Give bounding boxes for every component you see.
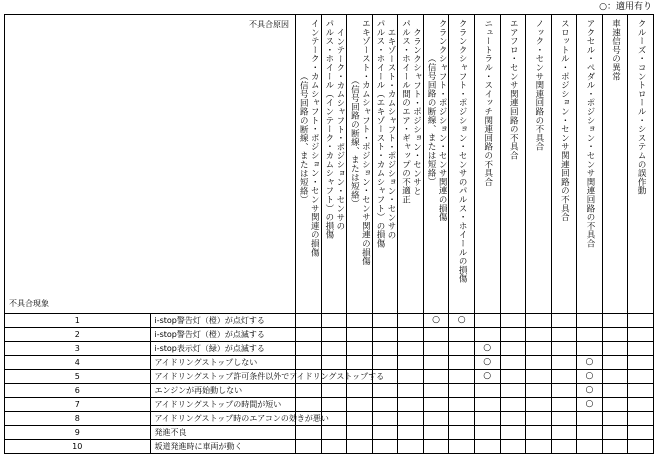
matrix-cell	[474, 314, 500, 328]
matrix-cell	[577, 412, 603, 426]
matrix-cell	[628, 370, 654, 384]
symptom-rows	[5, 314, 654, 454]
matrix-cell	[449, 384, 475, 398]
matrix-cell	[321, 342, 347, 356]
matrix-cell	[526, 412, 552, 426]
corner-cell	[5, 15, 296, 314]
matrix-cell	[449, 426, 475, 440]
applicable-mark: ○	[449, 314, 475, 328]
symptom-row	[5, 342, 654, 356]
matrix-cell	[347, 384, 373, 398]
matrix-cell	[526, 370, 552, 384]
matrix-cell	[449, 356, 475, 370]
matrix-cell	[602, 426, 628, 440]
matrix-cell	[398, 384, 424, 398]
matrix-cell	[296, 342, 322, 356]
matrix-cell	[628, 384, 654, 398]
matrix-cell	[526, 314, 552, 328]
matrix-cell	[347, 426, 373, 440]
matrix-cell	[296, 426, 322, 440]
cause-label: エアフロ・センサ関連回路の不具合	[508, 19, 519, 160]
symptom-row	[5, 384, 654, 398]
cause-column-header	[347, 15, 373, 314]
matrix-cell	[423, 356, 449, 370]
matrix-cell	[449, 342, 475, 356]
matrix-cell	[423, 426, 449, 440]
matrix-cell	[423, 342, 449, 356]
cause-label: エキゾースト・カムシャフト・ポジション・センサ関連の損傷 （信号回路の断線、または短絡）	[349, 19, 371, 266]
symptom-number: 4	[5, 356, 151, 370]
matrix-cell	[551, 412, 577, 426]
matrix-cell	[347, 440, 373, 454]
matrix-cell	[628, 342, 654, 356]
cause-column-header	[526, 15, 552, 314]
matrix-cell	[321, 384, 347, 398]
matrix-cell	[296, 398, 322, 412]
matrix-cell	[296, 356, 322, 370]
symptom-label: アイドリングストップ時のエアコンの効きが悪い	[150, 412, 296, 426]
symptom-axis-label: 不具合現象	[9, 299, 49, 308]
matrix-cell	[423, 384, 449, 398]
matrix-cell	[602, 412, 628, 426]
matrix-cell	[602, 398, 628, 412]
cause-column-header	[423, 15, 449, 314]
matrix-cell	[372, 384, 398, 398]
matrix-cell	[551, 440, 577, 454]
applicable-mark: ○	[423, 314, 449, 328]
matrix-cell	[296, 314, 322, 328]
matrix-cell	[423, 440, 449, 454]
legend: ○：適用有り	[599, 2, 652, 12]
matrix-cell	[551, 356, 577, 370]
cause-column-header	[449, 15, 475, 314]
symptom-label: 発進不良	[150, 426, 296, 440]
matrix-cell	[474, 398, 500, 412]
symptom-label: 坂道発進時に車両が動く	[150, 440, 296, 454]
symptom-number: 9	[5, 426, 151, 440]
cause-label: スロットル・ポジション・センサ関連回路の不具合	[559, 19, 570, 222]
matrix-cell	[347, 314, 373, 328]
matrix-cell	[474, 440, 500, 454]
matrix-cell	[628, 398, 654, 412]
symptom-label: i-stop警告灯（橙）が点滅する	[150, 328, 296, 342]
matrix-cell	[526, 328, 552, 342]
symptom-row	[5, 440, 654, 454]
cause-label: ノック・センサ関連回路の不具合	[533, 19, 544, 151]
matrix-cell	[577, 328, 603, 342]
cause-column-header	[628, 15, 654, 314]
matrix-cell	[500, 412, 526, 426]
matrix-cell	[500, 370, 526, 384]
matrix-cell	[526, 426, 552, 440]
symptom-number: 10	[5, 440, 151, 454]
matrix-cell	[372, 440, 398, 454]
cause-label: アクセル・ペダル・ポジション・センサ関連回路の不具合	[584, 19, 595, 248]
matrix-cell	[526, 440, 552, 454]
matrix-cell	[398, 398, 424, 412]
cause-label: クランクシャフト・ポジション・センサ関連の損傷 （信号回路の断線、または短絡）	[426, 19, 448, 222]
matrix-cell	[602, 370, 628, 384]
matrix-cell	[372, 342, 398, 356]
matrix-cell	[449, 370, 475, 384]
matrix-cell	[321, 314, 347, 328]
matrix-cell	[526, 398, 552, 412]
matrix-cell	[500, 398, 526, 412]
matrix-cell	[449, 412, 475, 426]
matrix-cell	[398, 412, 424, 426]
cause-column-header	[321, 15, 347, 314]
matrix-cell	[628, 440, 654, 454]
matrix-cell	[321, 328, 347, 342]
matrix-cell	[602, 384, 628, 398]
cause-column-header	[372, 15, 398, 314]
matrix-cell	[296, 384, 322, 398]
cause-axis-label: 不具合原因	[249, 20, 289, 29]
matrix-cell	[372, 412, 398, 426]
matrix-cell	[423, 370, 449, 384]
matrix-cell	[526, 342, 552, 356]
matrix-cell	[602, 440, 628, 454]
matrix-cell	[500, 440, 526, 454]
matrix-cell	[500, 314, 526, 328]
matrix-cell	[449, 398, 475, 412]
matrix-cell	[628, 412, 654, 426]
cause-label: ニュートラル・スイッチ関連回路の不具合	[482, 19, 493, 187]
cause-symptom-table	[4, 14, 654, 454]
matrix-cell	[500, 328, 526, 342]
symptom-label: アイドリングストップの時間が短い	[150, 398, 296, 412]
symptom-label: アイドリングストップしない	[150, 356, 296, 370]
matrix-cell	[372, 314, 398, 328]
cause-column-header	[296, 15, 322, 314]
matrix-cell	[449, 440, 475, 454]
matrix-cell	[321, 440, 347, 454]
matrix-cell	[398, 370, 424, 384]
symptom-row	[5, 356, 654, 370]
matrix-cell	[577, 314, 603, 328]
matrix-cell	[423, 398, 449, 412]
matrix-cell	[628, 356, 654, 370]
symptom-label: i-stop表示灯（緑）が点滅する	[150, 342, 296, 356]
matrix-cell	[296, 440, 322, 454]
applicable-mark: ○	[577, 370, 603, 384]
matrix-cell	[423, 412, 449, 426]
cause-column-header	[398, 15, 424, 314]
cause-label: インテーク・カムシャフト・ポジション・センサの パルス・ホイール（インテーク・カムシャフト）の損傷	[323, 19, 345, 239]
cause-label: インテーク・カムシャフト・ポジション・センサ関連の損傷 （信号回路の断線、または短絡）	[298, 19, 320, 257]
matrix-cell	[551, 342, 577, 356]
matrix-cell	[398, 426, 424, 440]
matrix-cell	[398, 440, 424, 454]
matrix-cell	[398, 342, 424, 356]
matrix-cell	[372, 398, 398, 412]
cause-column-header	[602, 15, 628, 314]
matrix-cell	[628, 314, 654, 328]
applicable-mark: ○	[474, 370, 500, 384]
troubleshooting-chart	[4, 14, 654, 451]
matrix-cell	[347, 412, 373, 426]
symptom-row	[5, 328, 654, 342]
matrix-cell	[296, 328, 322, 342]
symptom-number: 6	[5, 384, 151, 398]
matrix-cell	[372, 426, 398, 440]
matrix-cell	[551, 328, 577, 342]
symptom-row	[5, 370, 654, 384]
matrix-cell	[398, 356, 424, 370]
matrix-cell	[474, 328, 500, 342]
cause-label: クルーズ・コントロール・システムの誤作動	[636, 19, 647, 195]
symptom-number: 1	[5, 314, 151, 328]
matrix-cell	[423, 328, 449, 342]
matrix-cell	[372, 328, 398, 342]
symptom-number: 5	[5, 370, 151, 384]
matrix-cell	[551, 370, 577, 384]
matrix-cell	[602, 328, 628, 342]
matrix-cell	[321, 356, 347, 370]
matrix-cell	[500, 356, 526, 370]
symptom-label: i-stop警告灯（橙）が点灯する	[150, 314, 296, 328]
matrix-cell	[347, 398, 373, 412]
matrix-cell	[449, 328, 475, 342]
symptom-row	[5, 412, 654, 426]
matrix-cell	[551, 314, 577, 328]
matrix-cell	[628, 426, 654, 440]
applicable-mark: ○	[474, 342, 500, 356]
applicable-mark: ○	[577, 398, 603, 412]
matrix-cell	[577, 342, 603, 356]
matrix-cell	[398, 314, 424, 328]
symptom-label: アイドリングストップ許可条件以外でアイドリングストップする	[150, 370, 296, 384]
matrix-cell	[500, 426, 526, 440]
matrix-cell	[602, 314, 628, 328]
matrix-cell	[602, 342, 628, 356]
matrix-cell	[474, 384, 500, 398]
applicable-mark: ○	[577, 356, 603, 370]
cause-column-header	[577, 15, 603, 314]
matrix-cell	[398, 328, 424, 342]
matrix-cell	[577, 440, 603, 454]
matrix-cell	[474, 426, 500, 440]
cause-column-header	[474, 15, 500, 314]
cause-column-header	[551, 15, 577, 314]
matrix-cell	[347, 328, 373, 342]
matrix-cell	[500, 342, 526, 356]
applicable-mark: ○	[474, 356, 500, 370]
cause-column-header	[500, 15, 526, 314]
matrix-cell	[372, 356, 398, 370]
matrix-cell	[347, 342, 373, 356]
cause-label: 車速信号の異常	[610, 19, 621, 81]
matrix-cell	[577, 426, 603, 440]
symptom-number: 3	[5, 342, 151, 356]
applicable-mark: ○	[577, 384, 603, 398]
symptom-number: 7	[5, 398, 151, 412]
symptom-label: エンジンが再始動しない	[150, 384, 296, 398]
matrix-cell	[526, 356, 552, 370]
cause-label: クランクシャフト・ポジション・センサのパルス・ホイールの損傷	[457, 19, 468, 283]
cause-label: エキゾースト・カムシャフト・ポジション・センサの パルス・ホイール（エキゾースト・カムシャフト）の損傷	[374, 19, 396, 248]
symptom-row	[5, 426, 654, 440]
matrix-cell	[551, 426, 577, 440]
matrix-cell	[628, 328, 654, 342]
matrix-cell	[321, 426, 347, 440]
matrix-cell	[551, 398, 577, 412]
symptom-row	[5, 398, 654, 412]
matrix-cell	[321, 398, 347, 412]
symptom-number: 2	[5, 328, 151, 342]
cause-label: クランクシャフト・ポジション・センサと パルス・ホイール間のエア・ギャップの不適正	[400, 19, 422, 204]
matrix-cell	[551, 384, 577, 398]
matrix-cell	[526, 384, 552, 398]
symptom-row	[5, 314, 654, 328]
matrix-cell	[347, 356, 373, 370]
header-row	[5, 15, 654, 314]
matrix-cell	[474, 412, 500, 426]
matrix-cell	[602, 356, 628, 370]
symptom-number: 8	[5, 412, 151, 426]
matrix-cell	[500, 384, 526, 398]
